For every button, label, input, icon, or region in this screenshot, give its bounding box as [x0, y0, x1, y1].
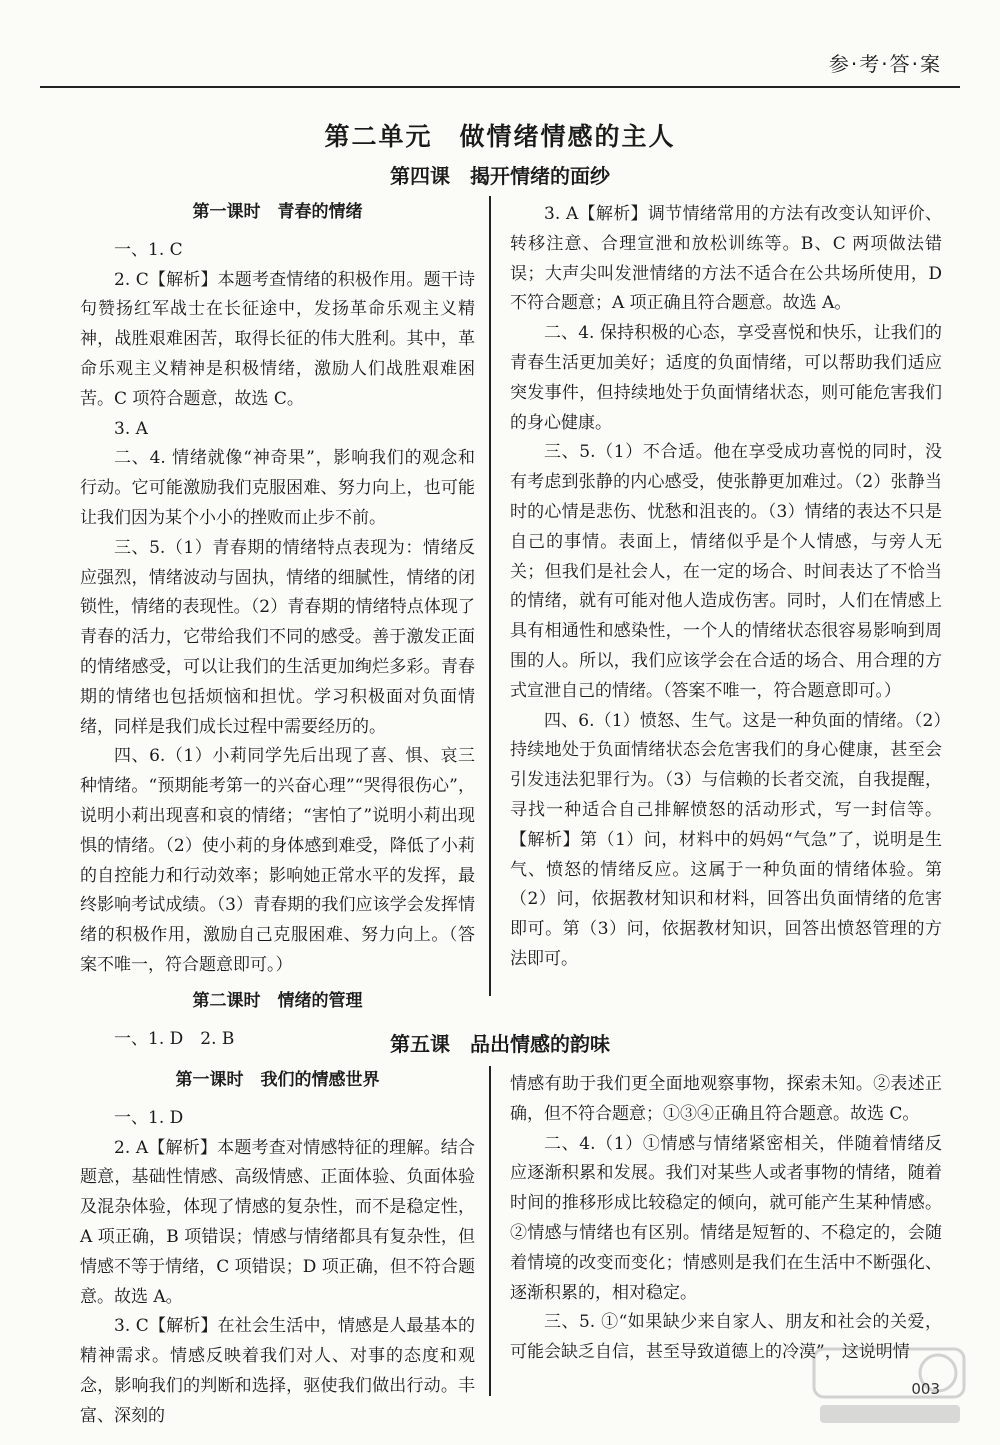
answer-paragraph: 一、1. D	[114, 1107, 184, 1128]
lesson4-period1-title: 第一课时 青春的情绪	[192, 202, 363, 222]
answer-paragraph: 3. A【解析】调节情绪常用的方法有改变认知评价、转移注意、合理宣泄和放松训练等。B、C 两项做法错误；大声尖叫发泄情绪的方法不适合在公共场所使用，D 不符合题意；A 项正确且符合题意。故选 A。	[510, 204, 942, 314]
answer-paragraph: 3. C【解析】在社会生活中，情感是人最基本的精神需求。情感反映着我们对人、对事的态度和观念，影响我们的判断和选择，驱使我们做出行动。丰富、深刻的	[80, 1316, 475, 1426]
answer-paragraph: 四、6.（1）小莉同学先后出现了喜、惧、哀三种情绪。“预期能考第一的兴奋心理”“哭得很伤心”，说明小莉出现喜和哀的情绪；“害怕了”说明小莉出现惧的情绪。（2）使小莉的身体感到难受，降低了小莉的自控能力和行动效率；影响她正常水平的发挥，最终影响考试成绩。（3）青春期的我们应该学会发挥情绪的积极作用，激励自己克服困难、努力向上。（答案不唯一，符合题意即可。）	[80, 746, 475, 975]
lesson5-right-column	[510, 1070, 942, 1368]
lesson4-period2-title: 第二课时 情绪的管理	[192, 990, 363, 1011]
answer-paragraph: 2. A【解析】本题考查对情感特征的理解。结合题意，基础性情感、高级情感、正面体验、负面体验及混杂体验，体现了情感的复杂性，而不是稳定性，A 项正确，B 项错误；情感与情绪都具有复杂性，但情感不等于情绪，C 项错误；D 项正确，但不符合题意。故选 A。	[80, 1137, 475, 1307]
answer-paragraph: 二、4. 保持积极的心态，享受喜悦和快乐，让我们的青春生活更加美好；适度的负面情绪，可以帮助我们适应突发事件，但持续地处于负面情绪状态，则可能危害我们的身心健康。	[510, 323, 942, 433]
answer-paragraph: 三、5.（1）青春期的情绪特点表现为：情绪反应强烈，情绪波动与固执，情绪的细腻性，情绪的闭锁性，情绪的表现性。（2）青春期的情绪特点体现了青春的活力，它带给我们不同的感受。善于激发正面的情绪感受，可以让我们的生活更加绚烂多彩。青春期的情绪也包括烦恼和担忧。学习积极面对负面情绪，同样是我们成长过程中需要经历的。	[80, 537, 475, 737]
column-divider	[489, 1066, 491, 1396]
header-label: 参·考·答·案	[828, 52, 942, 76]
unit-title: 第二单元 做情绪情感的主人	[324, 122, 676, 151]
lesson4-left-column	[80, 198, 475, 1054]
answer-paragraph: 2. C【解析】本题考查情绪的积极作用。题干诗句赞扬红军战士在长征途中，发扬革命乐观主义精神，战胜艰难困苦，取得长征的伟大胜利。其中，革命乐观主义精神是积极情绪，激励人们战胜艰难困苦。C 项符合题意，故选 C。	[80, 269, 475, 409]
lesson5-title: 第五课 品出情感的韵味	[390, 1032, 610, 1056]
lesson5-period1-title: 第一课时 我们的情感世界	[175, 1070, 380, 1090]
header-rule	[40, 86, 960, 88]
lesson4-right-column	[510, 200, 942, 975]
lesson4-title: 第四课 揭开情绪的面纱	[390, 164, 610, 188]
column-divider	[489, 196, 491, 996]
answer-paragraph: 二、4.（1）①情感与情绪紧密相关，伴随着情绪反应逐渐积累和发展。我们对某些人或者事物的情绪，随着时间的推移形成比较稳定的倾向，就可能产生某种情感。②情感与情绪也有区别。情绪是短暂的、不稳定的，会随着情境的改变而变化；情感则是我们在生活中不断强化、逐渐积累的，相对稳定。	[510, 1133, 942, 1303]
answer-paragraph: 四、6.（1）愤怒、生气。这是一种负面的情绪。（2）持续地处于负面情绪状态会危害我们的身心健康，甚至会引发违法犯罪行为。（3）与信赖的长者交流，自我提醒，寻找一种适合自己排解愤怒的活动形式，写一封信等。【解析】第（1）问，材料中的妈妈“气急”了，说明是生气、愤怒的情绪反应。这属于一种负面的情绪体验。第（2）问，依据教材知识和材料，回答出负面情绪的危害即可。第（3）问，依据教材知识，回答出愤怒管理的方法即可。	[510, 710, 942, 969]
page-number: 003	[911, 1380, 940, 1398]
watermark-logo-icon	[810, 1345, 970, 1430]
answer-paragraph: 二、4. 情绪就像“神奇果”，影响我们的观念和行动。它可能激励我们克服困难、努力向上，也可能让我们因为某个小小的挫败而止步不前。	[80, 448, 475, 528]
answer-paragraph: 一、1. D 2. B	[114, 1028, 235, 1049]
answer-paragraph: 三、5. ①“如果缺少来自家人、朋友和社会的关爱，可能会缺乏自信，甚至导致道德上的冷漠”，这说明情	[510, 1312, 942, 1363]
answer-paragraph: 一、1. C	[114, 239, 183, 260]
answer-paragraph: 3. A	[114, 418, 148, 439]
answer-paragraph: 三、5.（1）不合适。他在享受成功喜悦的同时，没有考虑到张静的内心感受，使张静更加难过。（2）张静当时的心情是悲伤、忧愁和沮丧的。（3）情绪的表达不只是自己的事情。表面上，情绪似乎是个人情感，与旁人无关；但我们是社会人，在一定的场合、时间表达了不恰当的情绪，就有可能对他人造成伤害。同时，人们在情感上具有相通性和感染性，一个人的情绪状态很容易影响到周围的人。所以，我们应该学会在合适的场合、用合理的方式宣泄自己的情绪。（答案不唯一，符合题意即可。）	[510, 442, 942, 701]
answer-paragraph: 情感有助于我们更全面地观察事物，探索未知。②表述正确，但不符合题意；①③④正确且符合题意。故选 C。	[510, 1074, 942, 1124]
lesson5-left-column	[80, 1066, 475, 1432]
